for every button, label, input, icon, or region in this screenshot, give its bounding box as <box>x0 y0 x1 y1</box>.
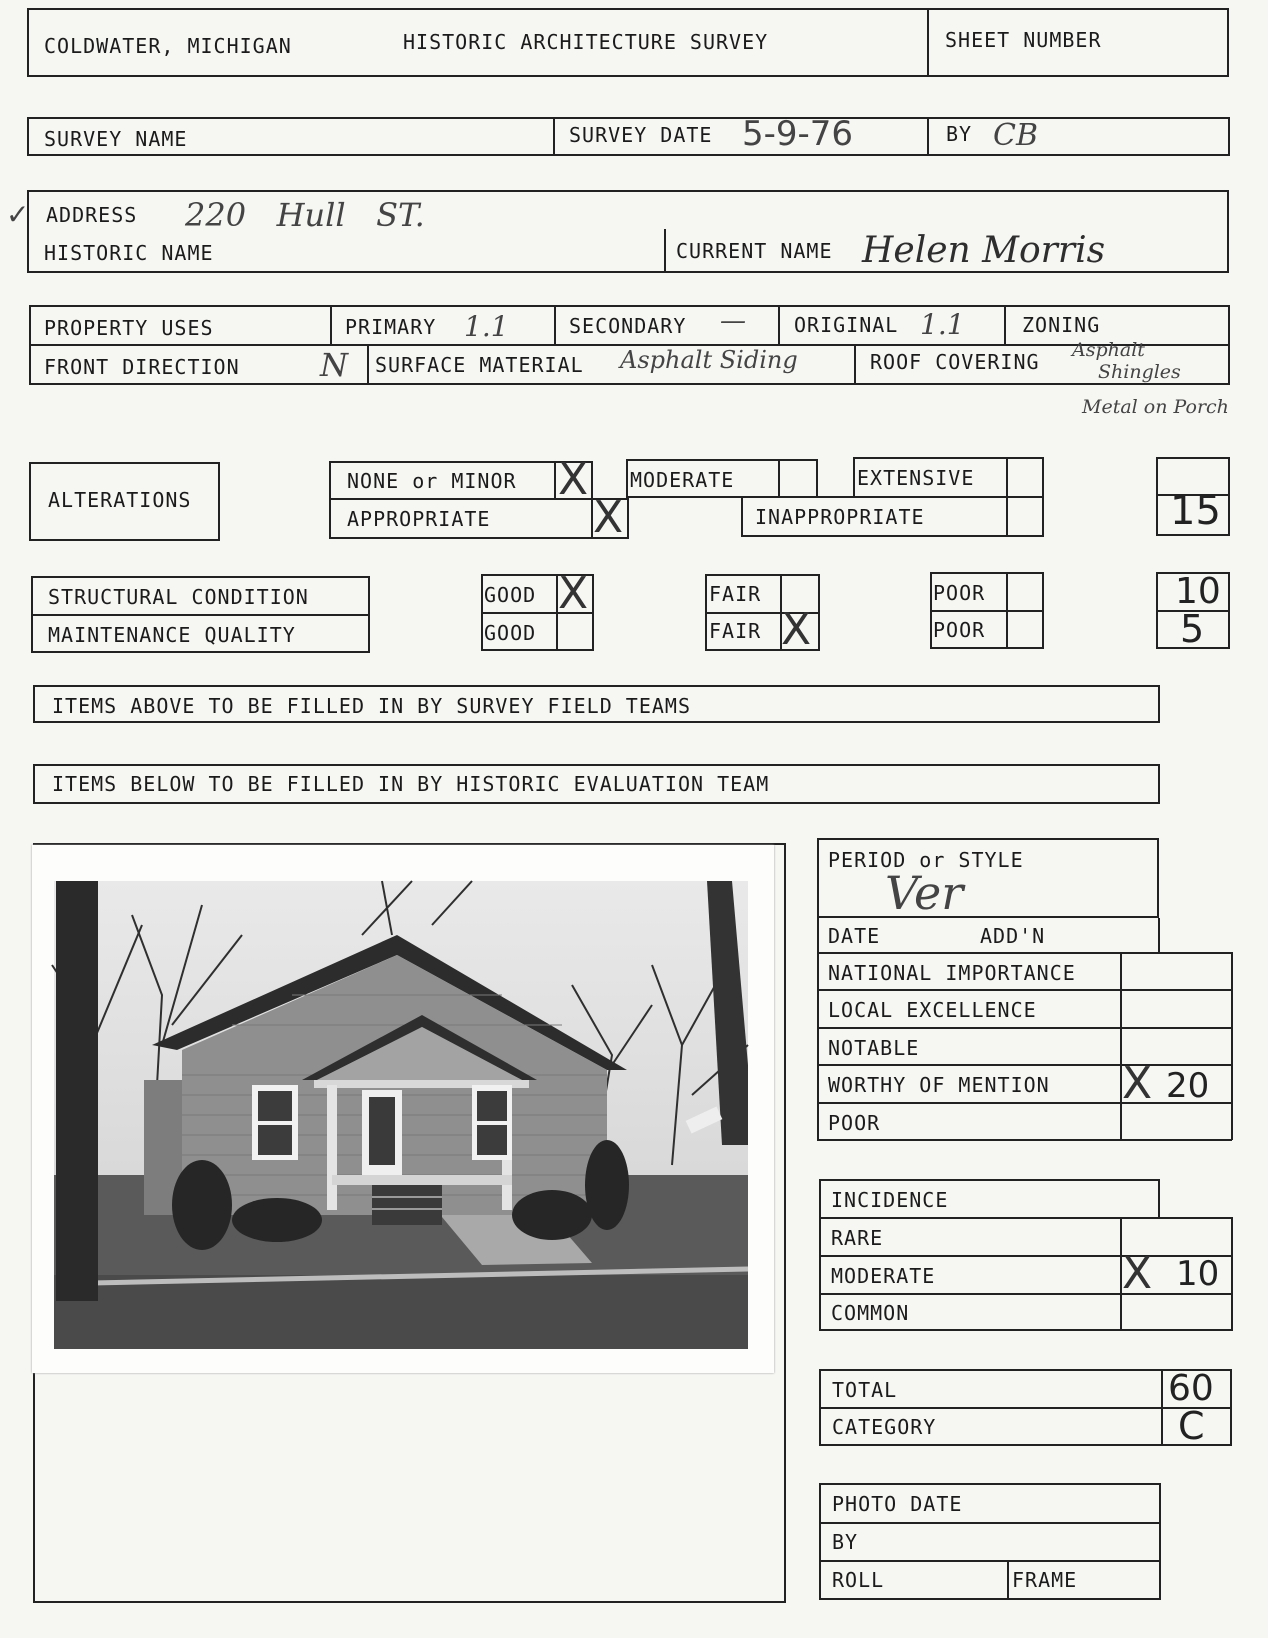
survey-date-label: SURVEY DATE <box>569 123 713 147</box>
address-value[interactable]: 220 Hull ST. <box>185 196 425 234</box>
poor-label-maintenance: POOR <box>933 618 986 642</box>
property-div2 <box>554 305 556 345</box>
maintenance-quality-label: MAINTENANCE QUALITY <box>48 623 296 647</box>
primary-value[interactable]: 1.1 <box>464 310 509 343</box>
poor-mid <box>930 610 1044 612</box>
front-direction-value[interactable]: N <box>320 346 348 384</box>
total-label: TOTAL <box>832 1378 898 1402</box>
good-label-structural: GOOD <box>484 583 537 607</box>
incidence-left <box>819 1217 821 1331</box>
none-minor-label: NONE or MINOR <box>347 469 517 493</box>
surface-material-value[interactable]: Asphalt Siding <box>620 346 798 374</box>
extensive-checkbox-div <box>1006 457 1008 498</box>
none-minor-checkbox-div <box>554 461 556 500</box>
eval-poor-label: POOR <box>828 1111 881 1135</box>
photo-by-label: BY <box>832 1530 859 1554</box>
totals-div <box>1161 1369 1163 1446</box>
moderate-label: MODERATE <box>630 468 735 492</box>
common-label: COMMON <box>831 1301 910 1325</box>
poor-checkbox-div <box>1006 572 1008 649</box>
survey-date-value[interactable]: 5-9-76 <box>742 114 854 154</box>
incidence-label: INCIDENCE <box>831 1188 949 1212</box>
front-direction-label: FRONT DIRECTION <box>44 355 240 379</box>
form-title: HISTORIC ARCHITECTURE SURVEY <box>403 30 769 54</box>
survey-by-value[interactable]: CB <box>993 118 1038 153</box>
photo-info-line2 <box>819 1560 1161 1562</box>
historic-name-label: HISTORIC NAME <box>44 241 214 265</box>
fair-label-maintenance: FAIR <box>709 619 762 643</box>
original-value[interactable]: 1.1 <box>920 308 965 341</box>
inappropriate-label: INAPPROPRIATE <box>755 505 925 529</box>
secondary-label: SECONDARY <box>569 314 687 338</box>
current-name-value[interactable]: Helen Morris <box>862 230 1106 271</box>
maintenance-mark[interactable]: X <box>781 604 812 655</box>
alterations-label: ALTERATIONS <box>48 488 192 512</box>
none-minor-mark[interactable]: X <box>558 454 589 505</box>
frame-label: FRAME <box>1012 1568 1078 1592</box>
roof-covering-label: ROOF COVERING <box>870 350 1040 374</box>
eval-line-notable <box>817 1027 1232 1029</box>
note-above: ITEMS ABOVE TO BE FILLED IN BY SURVEY FIELD TEAMS <box>52 694 692 718</box>
period-style-value[interactable]: Ver <box>885 866 964 920</box>
alterations-score[interactable]: 15 <box>1170 488 1221 534</box>
house-illustration <box>32 845 774 1373</box>
condition-label-mid <box>31 614 370 616</box>
photo-info-div <box>1007 1560 1009 1600</box>
worthy-of-mention-score[interactable]: 20 <box>1166 1066 1210 1106</box>
inappropriate-checkbox-div <box>1006 496 1008 537</box>
maintenance-score[interactable]: 5 <box>1180 607 1205 651</box>
incidence-moderate-score[interactable]: 10 <box>1176 1254 1220 1294</box>
roof-covering-value-2[interactable]: Shingles <box>1098 361 1181 383</box>
house-photograph <box>32 845 774 1373</box>
survey-row-left <box>27 117 29 156</box>
structural-score[interactable]: 10 <box>1175 571 1221 612</box>
property-div4 <box>1004 305 1006 345</box>
eval-right-upper <box>1158 918 1160 954</box>
header-divider <box>927 8 929 77</box>
incidence-right <box>1231 1217 1233 1331</box>
structural-condition-label: STRUCTURAL CONDITION <box>48 585 309 609</box>
rare-label: RARE <box>831 1226 884 1250</box>
primary-label: PRIMARY <box>345 315 437 339</box>
poor-label-structural: POOR <box>933 581 986 605</box>
original-label: ORIGINAL <box>794 313 899 337</box>
current-name-label: CURRENT NAME <box>676 239 833 263</box>
note-below: ITEMS BELOW TO BE FILLED IN BY HISTORIC EVALUATION TEAM <box>52 772 770 796</box>
category-label: CATEGORY <box>832 1415 937 1439</box>
address-label: ADDRESS <box>46 203 138 227</box>
incidence-moderate-mark[interactable]: X <box>1122 1248 1153 1299</box>
photo-frame-bottom <box>33 1601 786 1603</box>
survey-row-top <box>27 117 1229 119</box>
property-div3 <box>778 305 780 345</box>
survey-row-div2 <box>927 117 929 156</box>
incidence-line-top <box>1120 1217 1233 1219</box>
structural-mark[interactable]: X <box>558 568 589 619</box>
survey-by-label: BY <box>946 122 973 146</box>
property-div1 <box>330 305 332 345</box>
secondary-value[interactable]: — <box>720 306 746 336</box>
incidence-line-bottom <box>819 1329 1233 1331</box>
survey-row-div1 <box>553 117 555 156</box>
period-style-label: PERIOD or STYLE <box>828 848 1024 872</box>
local-excellence-label: LOCAL EXCELLENCE <box>828 998 1037 1022</box>
worthy-of-mention-label: WORTHY OF MENTION <box>828 1073 1050 1097</box>
property-uses-label: PROPERTY USES <box>44 316 214 340</box>
roll-label: ROLL <box>832 1568 885 1592</box>
address-divider <box>664 229 666 273</box>
roof-covering-value-1[interactable]: Asphalt <box>1072 339 1145 361</box>
photo-date-label: PHOTO DATE <box>832 1492 963 1516</box>
eval-line-national <box>817 952 1232 954</box>
sheet-number-label: SHEET NUMBER <box>945 28 1102 52</box>
incidence-line-rare <box>819 1255 1233 1257</box>
city-label: COLDWATER, MICHIGAN <box>44 34 292 58</box>
addn-label: ADD'N <box>980 924 1046 948</box>
notable-label: NOTABLE <box>828 1036 920 1060</box>
survey-row-bottom <box>27 154 1229 156</box>
property-div5 <box>367 344 369 385</box>
incidence-moderate-label: MODERATE <box>831 1264 936 1288</box>
eval-line-bottom <box>817 1139 1232 1141</box>
photo-frame-right <box>784 843 786 1603</box>
photo-info-line1 <box>819 1522 1161 1524</box>
zoning-label: ZONING <box>1022 313 1101 337</box>
incidence-line-moderate <box>819 1293 1233 1295</box>
surface-material-label: SURFACE MATERIAL <box>375 353 584 377</box>
date-label: DATE <box>828 924 881 948</box>
national-importance-label: NATIONAL IMPORTANCE <box>828 961 1076 985</box>
moderate-checkbox-div <box>778 459 780 498</box>
survey-name-label: SURVEY NAME <box>44 127 188 151</box>
total-value[interactable]: 60 <box>1168 1368 1214 1409</box>
extensive-label: EXTENSIVE <box>857 466 975 490</box>
category-value[interactable]: C <box>1178 1404 1205 1448</box>
address-check-mark: ✓ <box>6 198 30 231</box>
eval-score-div <box>1120 952 1122 1140</box>
good-label-maintenance: GOOD <box>484 621 537 645</box>
property-div6 <box>854 344 856 385</box>
roof-note[interactable]: Metal on Porch <box>1082 396 1229 418</box>
eval-line-local <box>817 989 1232 991</box>
appropriate-label: APPROPRIATE <box>347 507 491 531</box>
survey-row-right <box>1228 117 1230 156</box>
eval-right-lower <box>1231 952 1233 1140</box>
fair-label-structural: FAIR <box>709 582 762 606</box>
appropriate-mark[interactable]: X <box>593 492 624 543</box>
worthy-of-mention-mark[interactable]: X <box>1122 1058 1153 1109</box>
